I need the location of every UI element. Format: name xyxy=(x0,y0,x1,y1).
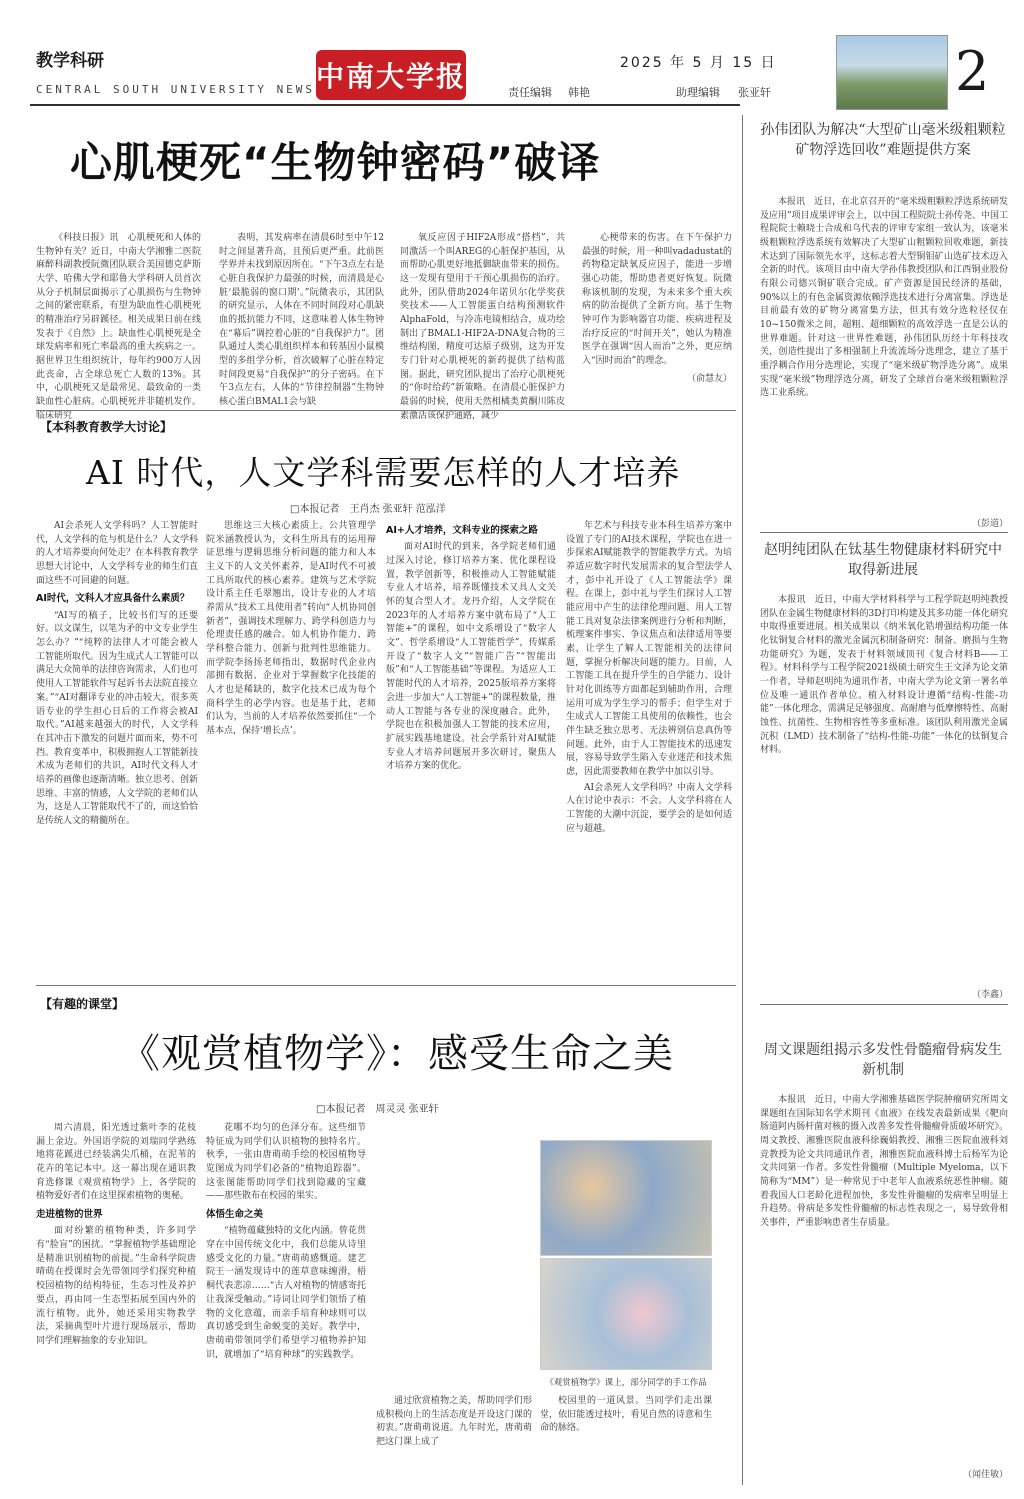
article2-col3-text: 面对AI时代的到来，各学院老师们通过深入讨论，修订培养方案、优化课程设置，教学创新等，积极推动人工智能赋能专业人才培养，培养既懂技术又具人文关怀的复合型人才。龙丹介绍，人文学院在2023年的人才培养方案中就布局了“人工智能+”的课程，如中文系增设了“数字人文”、哲学系增设“人工智能哲学”，传媒系开设了“数字人文”“智能广告”“智能出版”和“人工智能基础”等课程。为适应人工智能时代的人才培养，2025版培养方案将会进一步加大“人工智能+”的课程数量，推动人工智能与各专业的深度融合。此外，学院也在积极加强人工智能的技术应用，扩展实践基地建设。社会学系针对AI赋能专业人才培养问题展开多次研讨，聚焦人才培养方案的优化。 xyxy=(386,542,556,772)
article1-col2-text: 表明，其发病率在清晨6时至中午12时之间显著升高，且预后更严重。此前医学界并未找到原因所在。“下午3点左右是心脏自我保护力最强的时候，而清晨是心脏‘最脆弱的窗口期’。”阮微表示，其团队的研究显示，人体在不同时间段对心肌缺血的抵抗能力不同，这意味着人体生物钟在“幕后”调控着心脏的“自我保护力”。团队通过人类心肌组织样本和转基因小鼠模型的多组学分析，首次破解了心脏在特定时间段更易“自我保护”的分子密码。在下午3点左右，人体的“节律控制器”生物钟核心蛋白BMAL1会与缺 xyxy=(219,233,384,408)
article3-headline: 《观赏植物学》：感受生命之美 xyxy=(120,1031,674,1077)
article1-col1 xyxy=(36,232,201,421)
assistant-name: 张亚轩 xyxy=(738,86,771,99)
article3-col2-body: “植物蕴藏独特的文化内涵。曾花贯穿在中国传统文化中，我们总能从诗里感受文化的力量。”唐萌萌感慨道。建艺院王一涵发现诗中的莲草意味缠滑，梧桐代表悲凉……“古人对植物的情感寄托让我深受触动。”诗词让同学们领悟了植物的文化意蕴，而亲手培育种球则可以真切感受到生命蜕变的美好。教学中，唐萌萌带领同学们希望学习植物养护知识，就增加了“培育种球”的实践教学。 xyxy=(206,1226,366,1360)
photo-caption: 《观赏植物学》课上，部分同学的手工作品 xyxy=(545,1378,707,1388)
article2-col4-end: AI会杀死人文学科吗？中南人文学科人在讨论中表示：不会。人文学科将在人工智能的大潮中沉淀，要学会的是如何适应与超越。 xyxy=(566,782,732,834)
article3-col3-text: 通过欣赏植物之美，帮助同学们形成积极向上的生活态度是开设这门课的初衷。”唐萌萌说道。九年时光，唐萌萌把这门课上成了 xyxy=(376,1396,532,1448)
masthead-text: 中南大学报 xyxy=(316,60,467,93)
right2-credit: （李鑫） xyxy=(971,990,1008,1000)
article2-col1-text: “AI写的稿子，比较书们写的还要好。以文谋生，以笔为矛的中文专业学生怎么办？”“纯粹的法律人才可能会被人工智能所取代。因为生成式人工智能可以满足大众简单的法律咨询需求，人们也可使用人工智能软件写起诉书去法院直接立案。”“AI对翻译专业的冲击较大，很多英语专业的学生担心日后的工作将会被AI取代。”AI越来越强大的时代，人文学科在其冲击下激发的问题片面而来，势不可挡。教育变革中，积极拥抱人工智能新技术成为老师们的共识，AI时代文科人才培养的画像也逐渐清晰。独立思考、创新思维、丰富的情感，人文学院的老师们认为，这是人工智能取代不了的，而这恰恰是传统人文的精髓所在。 xyxy=(36,610,199,826)
section-title: 教学科研 xyxy=(36,51,104,71)
divider xyxy=(36,410,736,411)
article1-headline: 心肌梗死“生物钟密码”破译 xyxy=(70,138,601,187)
right3-text: 本报讯 近日，中南大学湘雅基础医学院肿瘤研究所周文课题组在国际知名学术期刊《血液》在线发表最新成果《靶向肠道阿内肠杆菌对核的摄入改善多发性骨髓瘤骨质破坏研究》。周文教授、湘雅医院血液科徐巍娟教授、湘雅三医院血液科刘竞教授为论文共同通讯作者，湘雅医院血液科博士后杨军为论文共同第一作者。多发性骨髓瘤（Multiple Myeloma，以下简称为“MM”）是一种常见于中老年人血液系统恶性肿瘤。随着我国人口老龄化进程加快，多发性骨髓瘤的发病率呈明显上升趋势。骨病是多发性骨髓瘤的标志性表现之一，易导致骨相关事件，严重影响患者生存质量。 xyxy=(760,1095,1008,1229)
right3-body xyxy=(760,1094,1008,1462)
right2-body xyxy=(760,594,1008,984)
section-subtitle: CENTRAL SOUTH UNIVERSITY NEWS xyxy=(36,83,316,96)
right1-credit: （彭道） xyxy=(971,519,1008,529)
masthead-logo xyxy=(316,50,466,100)
article2-col4 xyxy=(566,520,732,1020)
divider xyxy=(36,985,736,986)
article2-subhead2: AI+人才培养，文科专业的探索之路 xyxy=(386,525,538,536)
article3-col4 xyxy=(540,1395,712,1487)
right1-title: 孙伟团队为解决“大型矿山毫米级粗颗粒矿物浮选回收”难题提供方案 xyxy=(760,122,1006,159)
page-header xyxy=(0,0,1024,115)
column-divider xyxy=(742,115,743,1485)
divider xyxy=(760,1004,1008,1005)
article1-col2 xyxy=(219,232,384,408)
article3-col3 xyxy=(376,1395,532,1487)
right2-text: 本报讯 近日，中南大学材料科学与工程学院赵明纯教授团队在金属生物健康材料的3D打印构建及其多功能一体化研究中取得重要进展。相关成果以《纳米氧化锆增强结构功能一体化钛铜复合材料的激光金属沉积制备研究：制备、磨损与生物功能研究》为题，发表于材料领域顶刊《复合材料B——工程》。材料科学与工程学院2021级硕士研究生王文泽为论文第一作者，导师赵明纯为通讯作者，中南大学为论文第一署名单位及唯一通讯作者单位。植入材料设计遵循“结构-性能-功能”一体化理念，需满足足够强度、高耐磨与低摩擦特性、高耐蚀性、抗菌性、生物相容性等多重标准。该团队利用激光金属沉积（LMD）技术制备了“结构-性能-功能”一体化的钛铜复合材料。 xyxy=(760,595,1008,756)
editor-name: 韩艳 xyxy=(568,86,590,99)
right1-body xyxy=(760,196,1008,514)
header-divider xyxy=(30,104,740,106)
article3-col1 xyxy=(36,1122,196,1487)
issue-date: 2025 年 5 月 15 日 xyxy=(620,55,777,71)
article1-col3-text: 氧反应因子HIF2A形成“搭档”，共同激活一个叫AREG的心脏保护基因，从而帮助心肌更好地抵御缺血带来的损伤。这一发现有望用于干预心肌损伤的治疗。此外，团队借助2024年诺贝尔化学奖获奖技术——人工智能蛋白结构预测软件AlphaFold，与冷冻电镜相结合，成功绘制出了BMAL1-HIF2A-DNA复合物的三维结构图，精度可达原子级别，这为开发专门针对心肌梗死的新药提供了结构蓝图。据此，研究团队提出了治疗心肌梗死的“你时给药”新策略。在清晨心脏保护力最弱的时候，使用天然相橘类黄酮川陈皮素激活该保护通路，减少 xyxy=(400,233,565,421)
article2-col3 xyxy=(386,520,556,1020)
plant-craft-photo-1 xyxy=(540,1140,712,1256)
right3-credit: （闻佳敏） xyxy=(962,1470,1008,1480)
right1-text: 本报讯 近日，在北京召开的“毫米级粗颗粒浮选系统研发及应用”项目成果评审会上，以中国工程院院士孙传尧、中国工程院院士赖晓士合成和乌代表的评审专家组一致认为，该毫米级粗颗粒浮选系统有效解决了大型矿山粗颗粒回收难题，新技术达到了国际领先水平，这标志着大型铜钼矿山选矿技术迈入全新的时代。该项目由中南大学孙伟教授团队和江西铜业股份有限公司德兴铜矿联合完成。矿产资源是国民经济的基础，90%以上的有色金属资源依赖浮选技术进行分离富集。浮选是目前最有效的矿物分离富集方法，但其有效分选粒径仅在10~150微米之间，超粗、超细颗粒的高效浮选一直是公认的世界难题。针对这一世界性难题，孙伟团队历经十年科技攻关，创造性提出了多相强制上升流流场分选理念，建立了基于重浮耦合作用分选理论，实现了“毫米级矿物浮选分离”。成果实现“毫米级”物理浮选分离，研发了全球首台毫米级粗颗粒浮选工业系统。 xyxy=(760,197,1008,399)
article2-col2-text: 思维这三大核心素质上。公共管理学院米涵教授认为，文科生所具有的运用辩证思维与逻辑思维分析问题的能力和人本主义下的人文关怀素养，是AI时代不可被工具所取代的核心素养。建筑与艺术学院设计系主任毛翠翘出，设计专业的人才培养需从“技术工具使用者”转向“人机协同创新者”，强调技术理解力、跨学科创造力与伦理责任感的融合。如人机协作能力、跨学科整合能力、创新与批判性思维能力。而学院李扬扬老师指出，数据时代企业内部拥有数据、企业对于掌握数字化技能的人才也是稀缺的，数字化技术已成为每个商科学生的必学内容。也是基于此，老师们认为，当前的人才培养依然要抓住“一个基本点，保持‘增长点’。 xyxy=(206,521,376,737)
right2-title: 赵明纯团队在钛基生物健康材料研究中取得新进展 xyxy=(764,542,1002,579)
article3-col2-text: 花哪不均匀的色泽分布。这些细节特征成为同学们认识植物的独特名片。秋季，一张由唐萌萌手绘的校园植物导览图成为同学们必备的“植物追踪器”。这张图能帮助同学们找到隐藏的宝藏——那些散布在校园的果实。 xyxy=(206,1123,366,1202)
article3-byline: □本报记者 周灵灵 张亚轩 xyxy=(316,1104,439,1115)
campus-photo xyxy=(836,35,948,110)
article2-subhead1: AI时代，文科人才应具备什么素质？ xyxy=(36,593,190,605)
article1-col4-text: 心梗带来的伤害。在下午保护力最强的时候，用一种叫vadadustat的药物稳定缺氧反应因子，能进一步增强心功能，帮助患者更好恢复。阮微称该机制的发现，为未来多个重大疾病的防治提供了全新方向。基于生物钟可作为影响器官功能、疾病进程及治疗反应的“时间开关”，她认为精准医学在强调“因人而治”之外，更应纳入“因时而治”的理念。 xyxy=(582,233,732,367)
divider xyxy=(760,532,1008,533)
plant-craft-photo-2 xyxy=(540,1258,712,1370)
article1-credit: （俞慧友） xyxy=(686,373,732,384)
article2-col4-text: 年艺术与科技专业本科生培养方案中设置了专门的AI技术课程，学院也在进一步探索AI赋能教学的智能教学方式。为培养适应数字时代发展需求的复合型法学人才，彭中礼开设了《人工智能法学》课程。在课上，彭中礼与学生们探讨人工智能应用中产生的法律伦理问题、用人工智能工具对复杂法律案例进行分析和判断，梳理案件事实、争议焦点和法律适用等要素，让学生了解人工智能相关的法律问题，掌握分析解决问题的能力。目前，人工智能工具在提升学生的自学能力、设计针对化训练等方面都起到辅助作用，合理运用可成为学生学习的帮手；但学生对于生成式人工智能工具使用的依赖性，也会伴生缺乏独立思考、无法辨别信息真伪等问题。此外，由于人工智能技术的迅速发展，容易导致学生陷入专业迷茫和技术焦虑，因此需要教师在教学中加以引导。 xyxy=(566,521,732,778)
article2-intro: AI会杀死人文学科吗？人工智能时代，人文学科的危与机是什么？人文学科的人才培养要向何处走？在本科教育教学思想大讨论中，人文学科专业的师生们直面这些不可回避的问题。 xyxy=(36,521,199,586)
right3-title: 周文课题组揭示多发性骨髓瘤骨病发生新机制 xyxy=(764,1042,1002,1079)
article3-col1-text: 周六清晨，阳光透过紫叶李的花枝漏上金边。外国语学院的刘瑞同学熟练地将花蹊进已经装满尖爪桶，在泥苇的花卉的笔记本中。这一幕出现在通识教育选修课《观赏植物学》上，各学院的植物爱好者们在这里探索植物的奥秘。 xyxy=(36,1123,196,1202)
article2-col1 xyxy=(36,520,198,1020)
article2-headline: AI 时代，人文学科需要怎样的人才培养 xyxy=(86,453,681,492)
article1-col1-text: 《科技日报》讯 心肌梗死和人体的生物钟有关？近日，中南大学湘雅二医院麻醉科副教授阮微团队联合美国德克萨斯大学、哈佛大学和耶鲁大学科研人员首次从分子机制层面揭示了心肌损伤与生物钟之间的紧密联系，有望为缺血性心肌梗死的精准治疗另辟蹊径。相关成果日前在线发表于《自然》上。缺血性心肌梗死是全球发病率和死亡率最高的重大疾病之一。据世界卫生组织统计，每年约900万人因此丧命，占全球总死亡人数的13%。其中，心肌梗死又是最常见、最致命的一类缺血性心脏病。心肌梗死并非随机发作。临床研究 xyxy=(36,233,201,421)
article3-subhead1: 走进植物的世界 xyxy=(36,1209,103,1221)
article2-tag: 【本科教育教学大讨论】 xyxy=(40,420,173,434)
article3-tag: 【有趣的课堂】 xyxy=(40,997,125,1011)
article3-col2 xyxy=(206,1122,366,1487)
page-number: 2 xyxy=(955,40,990,103)
article1-col3 xyxy=(400,232,565,421)
article2-col2 xyxy=(206,520,376,1020)
assistant-label: 助理编辑 xyxy=(676,86,720,99)
article3-col1-body: 面对纷繁的植物种类，许多同学有“脸盲”的困扰。“掌握植物学基础理论是精准识别植物的前提。”生命科学院唐晴萌在授课时会先带领同学们探究种植校园植物的结构特征，生态习性及养护要点，再由同一生态型拓展至国内外的流行植物。此外，她还采用实物教学法，采摘典型叶片进行现场展示，帮助同学们理解抽象的专业知识。 xyxy=(36,1226,196,1346)
article2-byline: □本报记者 王肖杰 张亚轩 范泓洋 xyxy=(290,504,446,515)
article1-col4 xyxy=(582,232,732,402)
article3-subhead2: 体悟生命之美 xyxy=(206,1209,264,1221)
editor-label: 责任编辑 xyxy=(508,86,552,99)
article3-col4-text: 校园里的一道风景。当同学们走出课堂，依旧能透过枝叶，看见自然的诗意和生命的脉络。 xyxy=(540,1396,712,1434)
